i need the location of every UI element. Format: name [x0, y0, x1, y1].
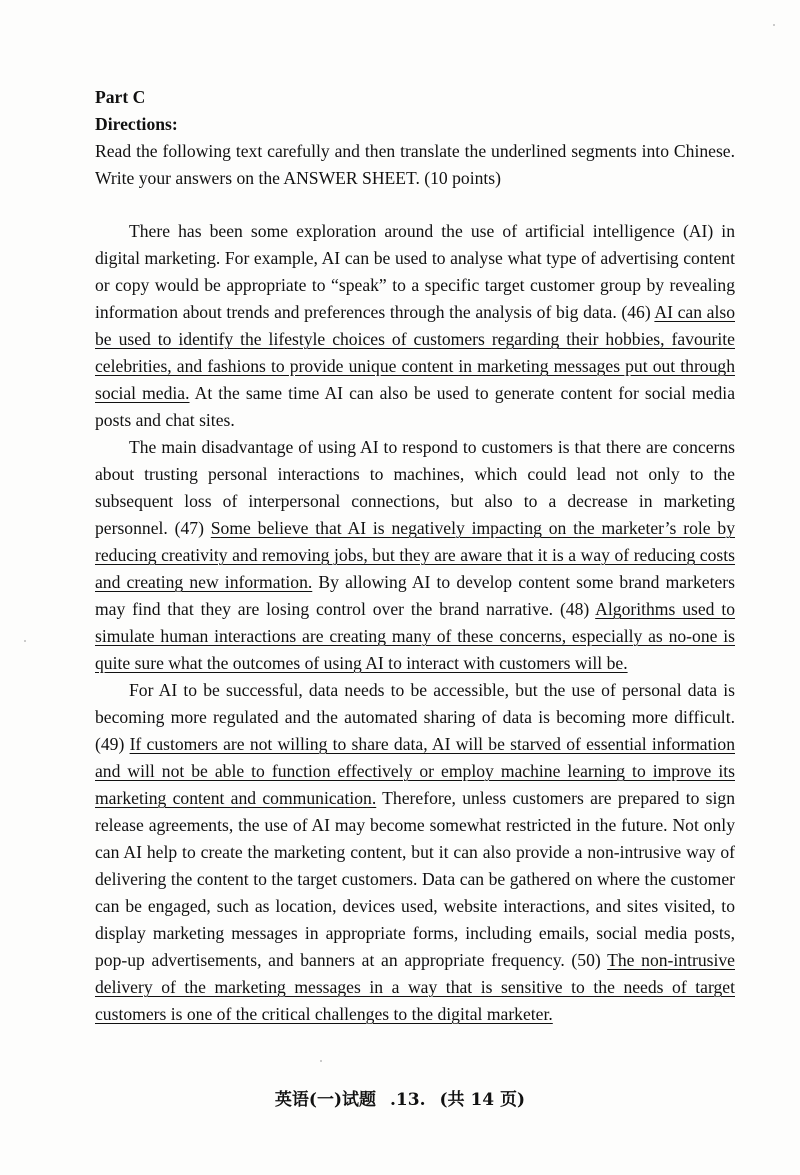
page-footer [0, 1085, 800, 1110]
exam-content [95, 84, 735, 1028]
translation-segment-48: Algorithms used to simulate human interactions are creating many of these concerns, especially as no-one is quite sure what the outcomes of using AI to interact with customers will be. [95, 599, 736, 673]
scan-speck [24, 640, 26, 642]
paragraph-text: By allowing AI to develop content some brand marketers may find that they are losing control over the brand narrative. (48) [95, 572, 735, 619]
paragraph-text: At the same time AI can also be used to generate content for social media posts and chat sites. [95, 383, 735, 430]
translation-segment-49: If customers are not willing to share data, AI will be starved of essential information and will not be able to function effectively or employ machine learning to improve its marketing content and communication. [95, 734, 735, 808]
footer-subject: 英语(一)试题 [274, 1090, 376, 1110]
paragraph-2 [95, 434, 735, 677]
directions-title: Directions [95, 114, 172, 134]
directions-colon: : [171, 114, 178, 134]
paragraph-3 [95, 677, 735, 1028]
footer-total-pages: (共 14 页) [439, 1090, 526, 1110]
scan-speck [320, 1060, 322, 1062]
paragraph-text: Therefore, unless customers are prepared to sign release agreements, the use of AI may become somewhat restricted in the future. Not only can AI help to create the marketing content, but it can also provide a non-intrusive way of delivering the content to the target customers. Data can be gathered on where the customer can be engaged, such as location, devices used, website interactions, and sites visited, to display marketing messages in appropriate forms, including emails, social media posts, pop-up advertisements, and banners at an appropriate frequency. (50) [95, 788, 735, 970]
paragraph-1 [95, 218, 735, 434]
paragraph-text: The main disadvantage of using AI to respond to customers is that there are concerns about trusting personal interactions to machines, which could lead not only to the subsequent loss of interpersonal connections, but also to a decrease in marketing personnel. (47) [95, 437, 735, 538]
paragraph-text: There has been some exploration around the use of artificial intelligence (AI) in digital marketing. For example, AI can be used to analyse what type of advertising content or copy would be appropriate to “speak” to a specific target customer group by revealing information about trends and preferences through the analysis of big data. (46) [95, 221, 735, 322]
directions-heading [95, 111, 735, 138]
translation-segment-46: AI can also be used to identify the lifestyle choices of customers regarding their hobbies, favourite celebrities, and fashions to provide unique content in marketing messages put out through social media. [95, 302, 735, 403]
paragraph-text: For AI to be successful, data needs to be accessible, but the use of personal data is becoming more regulated and the automated sharing of data is becoming more difficult. (49) [95, 680, 735, 754]
footer-page-number: .13. [390, 1090, 426, 1110]
scan-speck [773, 24, 775, 26]
translation-segment-47: Some believe that AI is negatively impacting on the marketer’s role by reducing creativity and removing jobs, but they are aware that it is a way of reducing costs and creating new information. [95, 518, 735, 592]
part-title: Part C [95, 87, 146, 107]
translation-segment-50: The non-intrusive delivery of the marketing messages in a way that is sensitive to the needs of target customers is one of the critical challenges to the digital marketer. [95, 950, 735, 1024]
directions-text: Read the following text carefully and then translate the underlined segments into Chinese. Write your answers on the ANSWER SHEET. (10 points) [95, 141, 735, 188]
